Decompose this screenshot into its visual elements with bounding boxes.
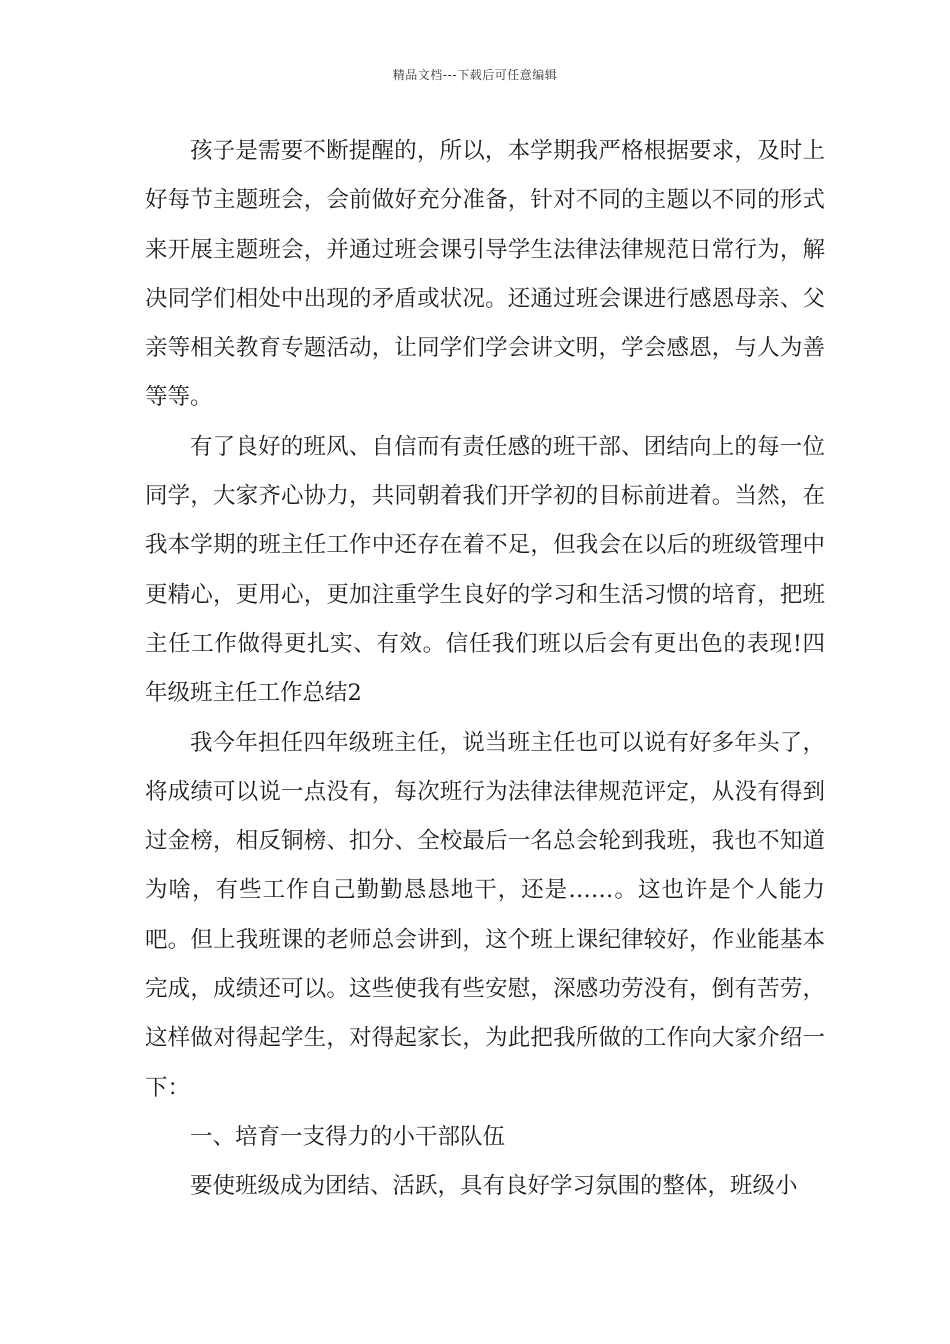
document-body bbox=[145, 127, 825, 1212]
paragraph-class-meetings: 孩子是需要不断提醒的，所以，本学期我严格根据要求，及时上好每节主题班会，会前做好充分准备，针对不同的主题以不同的形式来开展主题班会，并通过班会课引导学生法律法律规范日常行为，解决同学们相处中出现的矛盾或状况。还通过班会课进行感恩母亲、父亲等相关教育专题活动，让同学们学会讲文明，学会感恩，与人为善等等。 bbox=[145, 138, 825, 411]
page-header: 精品文档---下载后可任意编辑 bbox=[392, 68, 558, 82]
paragraph-class-team: 要使班级成为团结、活跃，具有良好学习氛围的整体，班级小 bbox=[190, 1173, 798, 1200]
paragraph-teacher-intro: 我今年担任四年级班主任，说当班主任也可以说有好多年头了，将成绩可以说一点没有，每次班行为法律法律规范评定，从没有得到过金榜，相反铜榜、扣分、全校最后一名总会轮到我班，我也不知道为啥，有些工作自己勤勤恳恳地干，还是……。这也许是个人能力吧。但上我班课的老师总会讲到，这个班上课纪律较好，作业能基本完成，成绩还可以。这些使我有些安慰，深感功劳没有，倒有苦劳，这样做对得起学生，对得起家长，为此把我所做的工作向大家介绍一下： bbox=[145, 729, 825, 1101]
paragraph-class-spirit: 有了良好的班风、自信而有责任感的班干部、团结向上的每一位同学，大家齐心协力，共同朝着我们开学初的目标前进着。当然，在我本学期的班主任工作中还存在着不足，但我会在以后的班级管理中更精心，更用心，更加注重学生良好的学习和生活习惯的培育，把班主任工作做得更扎实、有效。信任我们班以后会有更出色的表现!四年级班主任工作总结2 bbox=[145, 433, 825, 707]
section-heading-cadre-team: 一、培育一支得力的小干部队伍 bbox=[190, 1123, 506, 1150]
